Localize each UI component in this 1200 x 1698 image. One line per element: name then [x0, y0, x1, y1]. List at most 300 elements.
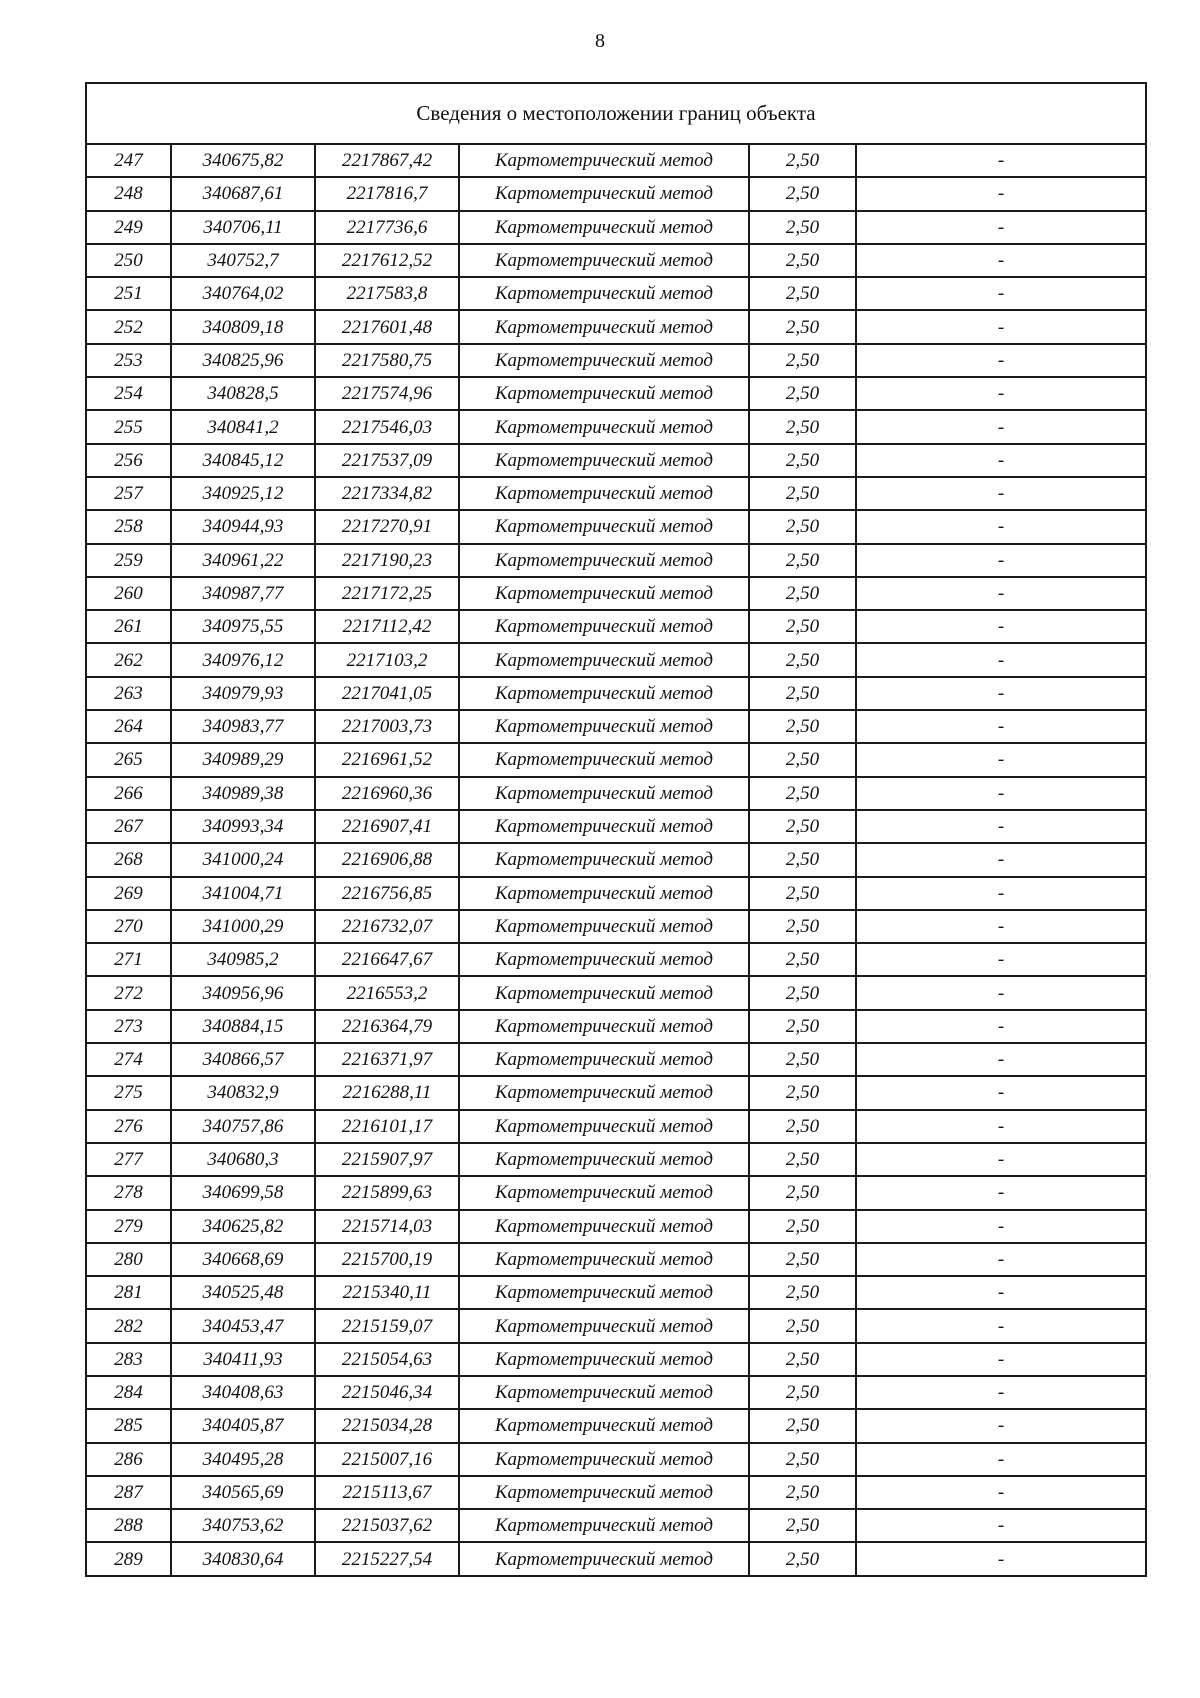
point-number-cell: 280	[86, 1243, 171, 1276]
y-coordinate-cell: 2216288,11	[315, 1076, 459, 1109]
y-coordinate-cell: 2216756,85	[315, 877, 459, 910]
y-coordinate-cell: 2215227,54	[315, 1542, 459, 1575]
y-coordinate-cell: 2215054,63	[315, 1343, 459, 1376]
description-cell: -	[856, 1343, 1146, 1376]
x-coordinate-cell: 340976,12	[171, 643, 315, 676]
y-coordinate-cell: 2215340,11	[315, 1276, 459, 1309]
method-cell: Картометрический метод	[459, 777, 749, 810]
table-row	[86, 377, 1146, 410]
method-cell: Картометрический метод	[459, 1143, 749, 1176]
y-coordinate-cell: 2216371,97	[315, 1043, 459, 1076]
table-row	[86, 344, 1146, 377]
precision-cell: 2,50	[749, 710, 856, 743]
point-number-cell: 273	[86, 1010, 171, 1043]
point-number-cell: 262	[86, 643, 171, 676]
point-number-cell: 270	[86, 910, 171, 943]
description-cell: -	[856, 177, 1146, 210]
y-coordinate-cell: 2217172,25	[315, 577, 459, 610]
page-number: 8	[595, 30, 605, 52]
precision-cell: 2,50	[749, 577, 856, 610]
y-coordinate-cell: 2217546,03	[315, 410, 459, 443]
method-cell: Картометрический метод	[459, 976, 749, 1009]
table-row	[86, 1176, 1146, 1209]
method-cell: Картометрический метод	[459, 1409, 749, 1442]
point-number-cell: 247	[86, 144, 171, 177]
point-number-cell: 278	[86, 1176, 171, 1209]
table-row	[86, 1276, 1146, 1309]
method-cell: Картометрический метод	[459, 277, 749, 310]
precision-cell: 2,50	[749, 1276, 856, 1309]
precision-cell: 2,50	[749, 1110, 856, 1143]
table-row	[86, 577, 1146, 610]
precision-cell: 2,50	[749, 1509, 856, 1542]
precision-cell: 2,50	[749, 144, 856, 177]
point-number-cell: 269	[86, 877, 171, 910]
precision-cell: 2,50	[749, 1376, 856, 1409]
description-cell: -	[856, 244, 1146, 277]
x-coordinate-cell: 340841,2	[171, 410, 315, 443]
y-coordinate-cell: 2217612,52	[315, 244, 459, 277]
point-number-cell: 286	[86, 1443, 171, 1476]
method-cell: Картометрический метод	[459, 1376, 749, 1409]
table-row	[86, 244, 1146, 277]
x-coordinate-cell: 340625,82	[171, 1210, 315, 1243]
description-cell: -	[856, 410, 1146, 443]
method-cell: Картометрический метод	[459, 1076, 749, 1109]
precision-cell: 2,50	[749, 377, 856, 410]
y-coordinate-cell: 2216732,07	[315, 910, 459, 943]
x-coordinate-cell: 340993,34	[171, 810, 315, 843]
x-coordinate-cell: 340809,18	[171, 310, 315, 343]
point-number-cell: 266	[86, 777, 171, 810]
table-row	[86, 1409, 1146, 1442]
description-cell: -	[856, 344, 1146, 377]
description-cell: -	[856, 377, 1146, 410]
description-cell: -	[856, 1542, 1146, 1575]
description-cell: -	[856, 1010, 1146, 1043]
x-coordinate-cell: 340687,61	[171, 177, 315, 210]
description-cell: -	[856, 976, 1146, 1009]
table-row	[86, 277, 1146, 310]
precision-cell: 2,50	[749, 1010, 856, 1043]
description-cell: -	[856, 777, 1146, 810]
point-number-cell: 249	[86, 211, 171, 244]
method-cell: Картометрический метод	[459, 910, 749, 943]
method-cell: Картометрический метод	[459, 810, 749, 843]
boundary-coordinates-table	[85, 82, 1147, 1577]
x-coordinate-cell: 340753,62	[171, 1509, 315, 1542]
precision-cell: 2,50	[749, 1343, 856, 1376]
point-number-cell: 285	[86, 1409, 171, 1442]
method-cell: Картометрический метод	[459, 310, 749, 343]
description-cell: -	[856, 1376, 1146, 1409]
y-coordinate-cell: 2217867,42	[315, 144, 459, 177]
x-coordinate-cell: 340405,87	[171, 1409, 315, 1442]
point-number-cell: 289	[86, 1542, 171, 1575]
x-coordinate-cell: 340495,28	[171, 1443, 315, 1476]
method-cell: Картометрический метод	[459, 1476, 749, 1509]
precision-cell: 2,50	[749, 177, 856, 210]
description-cell: -	[856, 1076, 1146, 1109]
y-coordinate-cell: 2215046,34	[315, 1376, 459, 1409]
x-coordinate-cell: 340944,93	[171, 510, 315, 543]
precision-cell: 2,50	[749, 444, 856, 477]
point-number-cell: 252	[86, 310, 171, 343]
description-cell: -	[856, 1110, 1146, 1143]
x-coordinate-cell: 340961,22	[171, 544, 315, 577]
precision-cell: 2,50	[749, 677, 856, 710]
method-cell: Картометрический метод	[459, 1110, 749, 1143]
method-cell: Картометрический метод	[459, 344, 749, 377]
description-cell: -	[856, 1043, 1146, 1076]
table-row	[86, 710, 1146, 743]
x-coordinate-cell: 340989,29	[171, 743, 315, 776]
precision-cell: 2,50	[749, 910, 856, 943]
precision-cell: 2,50	[749, 211, 856, 244]
y-coordinate-cell: 2215113,67	[315, 1476, 459, 1509]
x-coordinate-cell: 340828,5	[171, 377, 315, 410]
table-row	[86, 1010, 1146, 1043]
table-row	[86, 1509, 1146, 1542]
method-cell: Картометрический метод	[459, 1010, 749, 1043]
table-title-row	[86, 83, 1146, 144]
table-row	[86, 510, 1146, 543]
y-coordinate-cell: 2217334,82	[315, 477, 459, 510]
point-number-cell: 277	[86, 1143, 171, 1176]
table-row	[86, 1243, 1146, 1276]
description-cell: -	[856, 910, 1146, 943]
method-cell: Картометрический метод	[459, 1343, 749, 1376]
x-coordinate-cell: 340411,93	[171, 1343, 315, 1376]
y-coordinate-cell: 2217583,8	[315, 277, 459, 310]
table-row	[86, 1542, 1146, 1575]
description-cell: -	[856, 1443, 1146, 1476]
x-coordinate-cell: 340668,69	[171, 1243, 315, 1276]
description-cell: -	[856, 677, 1146, 710]
table-title: Сведения о местоположении границ объекта	[86, 83, 1146, 144]
x-coordinate-cell: 340985,2	[171, 943, 315, 976]
y-coordinate-cell: 2215714,03	[315, 1210, 459, 1243]
y-coordinate-cell: 2215907,97	[315, 1143, 459, 1176]
precision-cell: 2,50	[749, 244, 856, 277]
precision-cell: 2,50	[749, 277, 856, 310]
x-coordinate-cell: 340757,86	[171, 1110, 315, 1143]
description-cell: -	[856, 444, 1146, 477]
description-cell: -	[856, 1143, 1146, 1176]
table-row	[86, 211, 1146, 244]
table-row	[86, 544, 1146, 577]
point-number-cell: 254	[86, 377, 171, 410]
method-cell: Картометрический метод	[459, 1043, 749, 1076]
table-row	[86, 677, 1146, 710]
point-number-cell: 267	[86, 810, 171, 843]
x-coordinate-cell: 340866,57	[171, 1043, 315, 1076]
method-cell: Картометрический метод	[459, 1309, 749, 1342]
description-cell: -	[856, 310, 1146, 343]
method-cell: Картометрический метод	[459, 1210, 749, 1243]
y-coordinate-cell: 2216364,79	[315, 1010, 459, 1043]
table-row	[86, 1309, 1146, 1342]
method-cell: Картометрический метод	[459, 1443, 749, 1476]
precision-cell: 2,50	[749, 610, 856, 643]
precision-cell: 2,50	[749, 1143, 856, 1176]
y-coordinate-cell: 2217736,6	[315, 211, 459, 244]
table-row	[86, 743, 1146, 776]
point-number-cell: 265	[86, 743, 171, 776]
x-coordinate-cell: 340983,77	[171, 710, 315, 743]
y-coordinate-cell: 2217041,05	[315, 677, 459, 710]
method-cell: Картометрический метод	[459, 710, 749, 743]
precision-cell: 2,50	[749, 1076, 856, 1109]
point-number-cell: 284	[86, 1376, 171, 1409]
x-coordinate-cell: 340752,7	[171, 244, 315, 277]
method-cell: Картометрический метод	[459, 643, 749, 676]
table-row	[86, 1076, 1146, 1109]
point-number-cell: 281	[86, 1276, 171, 1309]
description-cell: -	[856, 477, 1146, 510]
y-coordinate-cell: 2217601,48	[315, 310, 459, 343]
x-coordinate-cell: 340830,64	[171, 1542, 315, 1575]
x-coordinate-cell: 340845,12	[171, 444, 315, 477]
point-number-cell: 279	[86, 1210, 171, 1243]
method-cell: Картометрический метод	[459, 477, 749, 510]
method-cell: Картометрический метод	[459, 510, 749, 543]
x-coordinate-cell: 340525,48	[171, 1276, 315, 1309]
table-row	[86, 610, 1146, 643]
point-number-cell: 288	[86, 1509, 171, 1542]
method-cell: Картометрический метод	[459, 843, 749, 876]
description-cell: -	[856, 144, 1146, 177]
table-row	[86, 1476, 1146, 1509]
description-cell: -	[856, 943, 1146, 976]
description-cell: -	[856, 1276, 1146, 1309]
precision-cell: 2,50	[749, 310, 856, 343]
method-cell: Картометрический метод	[459, 1542, 749, 1575]
x-coordinate-cell: 340408,63	[171, 1376, 315, 1409]
table-row	[86, 444, 1146, 477]
method-cell: Картометрический метод	[459, 577, 749, 610]
precision-cell: 2,50	[749, 1210, 856, 1243]
description-cell: -	[856, 544, 1146, 577]
x-coordinate-cell: 340884,15	[171, 1010, 315, 1043]
point-number-cell: 283	[86, 1343, 171, 1376]
description-cell: -	[856, 577, 1146, 610]
x-coordinate-cell: 340453,47	[171, 1309, 315, 1342]
description-cell: -	[856, 1509, 1146, 1542]
table-row	[86, 144, 1146, 177]
x-coordinate-cell: 340825,96	[171, 344, 315, 377]
method-cell: Картометрический метод	[459, 177, 749, 210]
method-cell: Картометрический метод	[459, 1243, 749, 1276]
point-number-cell: 271	[86, 943, 171, 976]
y-coordinate-cell: 2216961,52	[315, 743, 459, 776]
x-coordinate-cell: 341000,24	[171, 843, 315, 876]
precision-cell: 2,50	[749, 843, 856, 876]
description-cell: -	[856, 1309, 1146, 1342]
y-coordinate-cell: 2217270,91	[315, 510, 459, 543]
precision-cell: 2,50	[749, 344, 856, 377]
point-number-cell: 275	[86, 1076, 171, 1109]
point-number-cell: 248	[86, 177, 171, 210]
x-coordinate-cell: 340764,02	[171, 277, 315, 310]
x-coordinate-cell: 340680,3	[171, 1143, 315, 1176]
x-coordinate-cell: 340706,11	[171, 211, 315, 244]
description-cell: -	[856, 877, 1146, 910]
description-cell: -	[856, 1476, 1146, 1509]
point-number-cell: 276	[86, 1110, 171, 1143]
table-row	[86, 843, 1146, 876]
method-cell: Картометрический метод	[459, 877, 749, 910]
table-row	[86, 810, 1146, 843]
table-row	[86, 777, 1146, 810]
precision-cell: 2,50	[749, 1476, 856, 1509]
precision-cell: 2,50	[749, 477, 856, 510]
method-cell: Картометрический метод	[459, 244, 749, 277]
description-cell: -	[856, 810, 1146, 843]
x-coordinate-cell: 340925,12	[171, 477, 315, 510]
method-cell: Картометрический метод	[459, 377, 749, 410]
y-coordinate-cell: 2217112,42	[315, 610, 459, 643]
method-cell: Картометрический метод	[459, 743, 749, 776]
precision-cell: 2,50	[749, 810, 856, 843]
description-cell: -	[856, 710, 1146, 743]
x-coordinate-cell: 341004,71	[171, 877, 315, 910]
method-cell: Картометрический метод	[459, 677, 749, 710]
method-cell: Картометрический метод	[459, 610, 749, 643]
point-number-cell: 272	[86, 976, 171, 1009]
y-coordinate-cell: 2215159,07	[315, 1309, 459, 1342]
precision-cell: 2,50	[749, 1443, 856, 1476]
table-row	[86, 643, 1146, 676]
y-coordinate-cell: 2216647,67	[315, 943, 459, 976]
y-coordinate-cell: 2217537,09	[315, 444, 459, 477]
y-coordinate-cell: 2217003,73	[315, 710, 459, 743]
point-number-cell: 253	[86, 344, 171, 377]
table-row	[86, 943, 1146, 976]
x-coordinate-cell: 340987,77	[171, 577, 315, 610]
method-cell: Картометрический метод	[459, 1509, 749, 1542]
y-coordinate-cell: 2216906,88	[315, 843, 459, 876]
x-coordinate-cell: 340989,38	[171, 777, 315, 810]
method-cell: Картометрический метод	[459, 544, 749, 577]
table-row	[86, 1443, 1146, 1476]
x-coordinate-cell: 341000,29	[171, 910, 315, 943]
x-coordinate-cell: 340565,69	[171, 1476, 315, 1509]
precision-cell: 2,50	[749, 1409, 856, 1442]
y-coordinate-cell: 2216101,17	[315, 1110, 459, 1143]
y-coordinate-cell: 2215007,16	[315, 1443, 459, 1476]
point-number-cell: 258	[86, 510, 171, 543]
description-cell: -	[856, 743, 1146, 776]
precision-cell: 2,50	[749, 777, 856, 810]
description-cell: -	[856, 610, 1146, 643]
precision-cell: 2,50	[749, 510, 856, 543]
point-number-cell: 274	[86, 1043, 171, 1076]
precision-cell: 2,50	[749, 1043, 856, 1076]
description-cell: -	[856, 510, 1146, 543]
table-body	[86, 144, 1146, 1576]
y-coordinate-cell: 2215037,62	[315, 1509, 459, 1542]
method-cell: Картометрический метод	[459, 211, 749, 244]
y-coordinate-cell: 2216960,36	[315, 777, 459, 810]
precision-cell: 2,50	[749, 1176, 856, 1209]
point-number-cell: 263	[86, 677, 171, 710]
point-number-cell: 268	[86, 843, 171, 876]
method-cell: Картометрический метод	[459, 943, 749, 976]
x-coordinate-cell: 340975,55	[171, 610, 315, 643]
description-cell: -	[856, 843, 1146, 876]
point-number-cell: 287	[86, 1476, 171, 1509]
description-cell: -	[856, 643, 1146, 676]
point-number-cell: 282	[86, 1309, 171, 1342]
method-cell: Картометрический метод	[459, 144, 749, 177]
table-row	[86, 877, 1146, 910]
y-coordinate-cell: 2217190,23	[315, 544, 459, 577]
description-cell: -	[856, 277, 1146, 310]
precision-cell: 2,50	[749, 976, 856, 1009]
point-number-cell: 261	[86, 610, 171, 643]
point-number-cell: 250	[86, 244, 171, 277]
description-cell: -	[856, 1176, 1146, 1209]
table-row	[86, 1210, 1146, 1243]
point-number-cell: 255	[86, 410, 171, 443]
precision-cell: 2,50	[749, 410, 856, 443]
table-row	[86, 410, 1146, 443]
table-row	[86, 310, 1146, 343]
precision-cell: 2,50	[749, 643, 856, 676]
y-coordinate-cell: 2215700,19	[315, 1243, 459, 1276]
table-row	[86, 1143, 1146, 1176]
description-cell: -	[856, 1210, 1146, 1243]
table-row	[86, 177, 1146, 210]
point-number-cell: 264	[86, 710, 171, 743]
point-number-cell: 251	[86, 277, 171, 310]
method-cell: Картометрический метод	[459, 410, 749, 443]
x-coordinate-cell: 340956,96	[171, 976, 315, 1009]
table-row	[86, 1376, 1146, 1409]
point-number-cell: 260	[86, 577, 171, 610]
table-row	[86, 1043, 1146, 1076]
y-coordinate-cell: 2216907,41	[315, 810, 459, 843]
y-coordinate-cell: 2217580,75	[315, 344, 459, 377]
table-row	[86, 1110, 1146, 1143]
y-coordinate-cell: 2215899,63	[315, 1176, 459, 1209]
y-coordinate-cell: 2217574,96	[315, 377, 459, 410]
x-coordinate-cell: 340699,58	[171, 1176, 315, 1209]
table-row	[86, 910, 1146, 943]
x-coordinate-cell: 340832,9	[171, 1076, 315, 1109]
precision-cell: 2,50	[749, 943, 856, 976]
y-coordinate-cell: 2215034,28	[315, 1409, 459, 1442]
table-row	[86, 1343, 1146, 1376]
precision-cell: 2,50	[749, 1542, 856, 1575]
x-coordinate-cell: 340979,93	[171, 677, 315, 710]
method-cell: Картометрический метод	[459, 1276, 749, 1309]
precision-cell: 2,50	[749, 1309, 856, 1342]
table-row	[86, 976, 1146, 1009]
point-number-cell: 256	[86, 444, 171, 477]
precision-cell: 2,50	[749, 544, 856, 577]
precision-cell: 2,50	[749, 743, 856, 776]
x-coordinate-cell: 340675,82	[171, 144, 315, 177]
method-cell: Картометрический метод	[459, 1176, 749, 1209]
point-number-cell: 257	[86, 477, 171, 510]
precision-cell: 2,50	[749, 1243, 856, 1276]
point-number-cell: 259	[86, 544, 171, 577]
description-cell: -	[856, 211, 1146, 244]
table-row	[86, 477, 1146, 510]
precision-cell: 2,50	[749, 877, 856, 910]
